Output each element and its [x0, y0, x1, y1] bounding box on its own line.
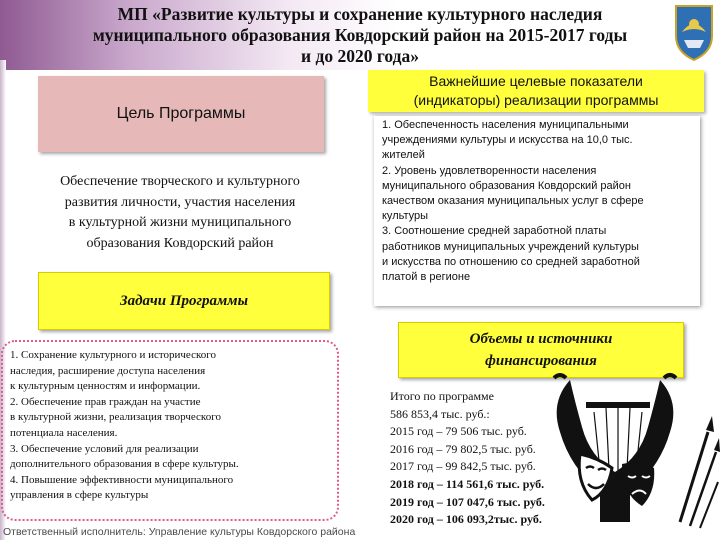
- goal-header: Цель Программы: [38, 76, 324, 152]
- funding-line: 2017 год – 99 842,5 тыс. руб.: [390, 459, 536, 474]
- tasks-line: дополнительного образования в сфере культуры.: [10, 458, 239, 471]
- funding-header-line-1: Объемы и источники: [469, 331, 613, 347]
- indicators-line: качеством оказания муниципальных услуг в сфере: [382, 195, 644, 208]
- funding-line: 2018 год – 114 561,6 тыс. руб.: [390, 476, 545, 491]
- tasks-line: потенциала населения.: [10, 426, 118, 439]
- page-title: [40, 4, 680, 67]
- indicators-line: платой в регионе: [382, 271, 471, 284]
- tasks-line: наследия, расширение доступа населения: [10, 364, 206, 377]
- goal-text-line: развития личности, участия населения: [64, 194, 296, 210]
- funding-header: [398, 322, 684, 378]
- tasks-line: 4. Повышение эффективности муниципального: [10, 473, 234, 486]
- funding-line: 2019 год – 107 047,6 тыс. руб.: [390, 494, 545, 509]
- tasks-line: в культурной жизни, реализация творческого: [10, 411, 221, 424]
- footer-note: Ответственный исполнитель: Управление культуры Ковдорского района: [3, 526, 356, 538]
- indicators-header-line-1: Важнейшие целевые показатели: [429, 73, 643, 89]
- title-line-1: МП «Развитие культуры и сохранение культурного наследия: [117, 4, 603, 24]
- funding-header-line-2: финансирования: [485, 353, 597, 369]
- tasks-line: 1. Сохранение культурного и исторического: [10, 349, 216, 361]
- goal-text-line: в культурной жизни муниципального: [68, 215, 292, 230]
- tasks-line: 2. Обеспечение прав граждан на участие: [10, 395, 201, 408]
- funding-line: 2016 год – 79 802,5 тыс. руб.: [390, 441, 536, 456]
- funding-line: 2015 год – 79 506 тыс. руб.: [390, 424, 527, 439]
- goal-text-line: Обеспечение творческого и культурного: [60, 174, 300, 189]
- funding-line: 2020 год – 106 093,2тыс. руб.: [390, 512, 542, 527]
- indicators-line: жителей: [382, 149, 425, 162]
- funding-line: 586 853,4 тыс. руб.:: [390, 406, 490, 421]
- indicators-header-line-2: (индикаторы) реализации программы: [413, 92, 659, 108]
- tasks-line: управления в сфере культуры: [10, 489, 149, 502]
- indicators-line: 3. Соотношение средней заработной платы: [382, 225, 607, 238]
- indicators-list: [382, 118, 698, 285]
- tasks-line: 3. Обеспечение условий для реализации: [10, 442, 199, 455]
- indicators-line: культуры: [382, 210, 429, 223]
- funding-text: [390, 388, 630, 529]
- indicators-header: [368, 70, 704, 112]
- indicators-line: муниципального образования Ковдорский район: [382, 179, 631, 192]
- coat-of-arms-icon: [672, 2, 716, 62]
- tasks-line: к культурным ценностям и информации.: [10, 380, 201, 393]
- tasks-list: [10, 348, 332, 504]
- funding-line: Итого по программе: [390, 389, 494, 403]
- indicators-line: учреждениями культуры и искусства на 10,0 тыс.: [382, 134, 633, 147]
- title-line-3: и до 2020 года»: [301, 46, 419, 66]
- title-line-2: муниципального образования Ковдорский район на 2015-2017 годы: [92, 25, 628, 45]
- goal-text: [30, 172, 330, 264]
- indicators-line: работников муниципальных учреждений культуры: [382, 240, 639, 253]
- indicators-line: 1. Обеспеченность населения муниципальными: [382, 119, 629, 131]
- tasks-header: Задачи Программы: [38, 272, 330, 330]
- indicators-line: и искусства по отношению со средней заработной: [382, 255, 640, 268]
- indicators-line: 2. Уровень удовлетворенности населения: [382, 164, 597, 177]
- goal-text-line: образования Ковдорский район: [86, 235, 274, 251]
